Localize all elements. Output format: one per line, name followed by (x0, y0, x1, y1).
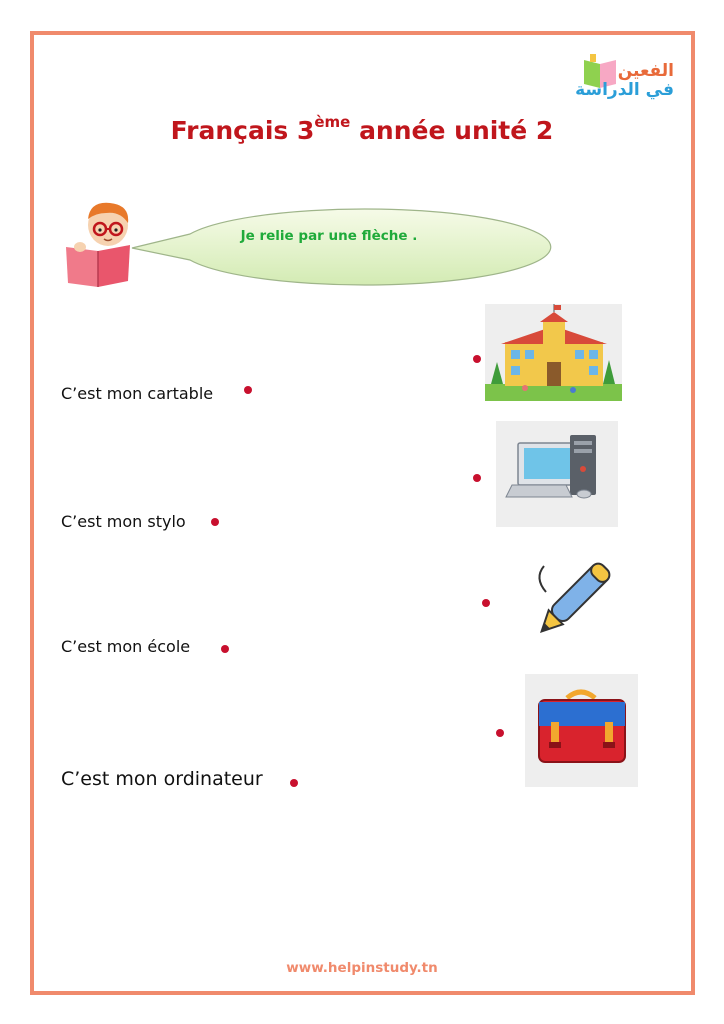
footer-website[interactable]: www.helpinstudy.tn (286, 960, 438, 976)
instruction-text: Je relie par une flèche . (240, 228, 418, 244)
page-title (0, 113, 724, 145)
computer-icon (496, 421, 618, 527)
phrase-ordinateur: C’est mon ordinateur (61, 768, 263, 790)
picture-dot-school[interactable] (473, 355, 481, 363)
phrase-stylo: C’est mon stylo (61, 512, 186, 531)
pen-icon (528, 558, 616, 644)
title-main: Français 3 (170, 116, 315, 145)
speech-bubble (128, 204, 560, 286)
school-icon (485, 304, 622, 401)
logo (574, 50, 674, 110)
logo-text-line2: في الدراسة (575, 80, 674, 100)
title-rest: année unité 2 (350, 116, 554, 145)
logo-text-line1: الفعين (617, 61, 674, 81)
phrase-cartable: C’est mon cartable (61, 384, 214, 403)
phrase-dot-ecole[interactable] (221, 645, 229, 653)
picture-dot-computer[interactable] (473, 474, 481, 482)
phrase-ecole: C’est mon école (61, 637, 191, 656)
phrase-dot-cartable[interactable] (244, 386, 252, 394)
schoolbag-icon (525, 674, 638, 787)
phrase-dot-ordinateur[interactable] (290, 779, 298, 787)
title-superscript: ème (314, 113, 351, 131)
picture-dot-pen[interactable] (482, 599, 490, 607)
phrase-dot-stylo[interactable] (211, 518, 219, 526)
picture-dot-schoolbag[interactable] (496, 729, 504, 737)
